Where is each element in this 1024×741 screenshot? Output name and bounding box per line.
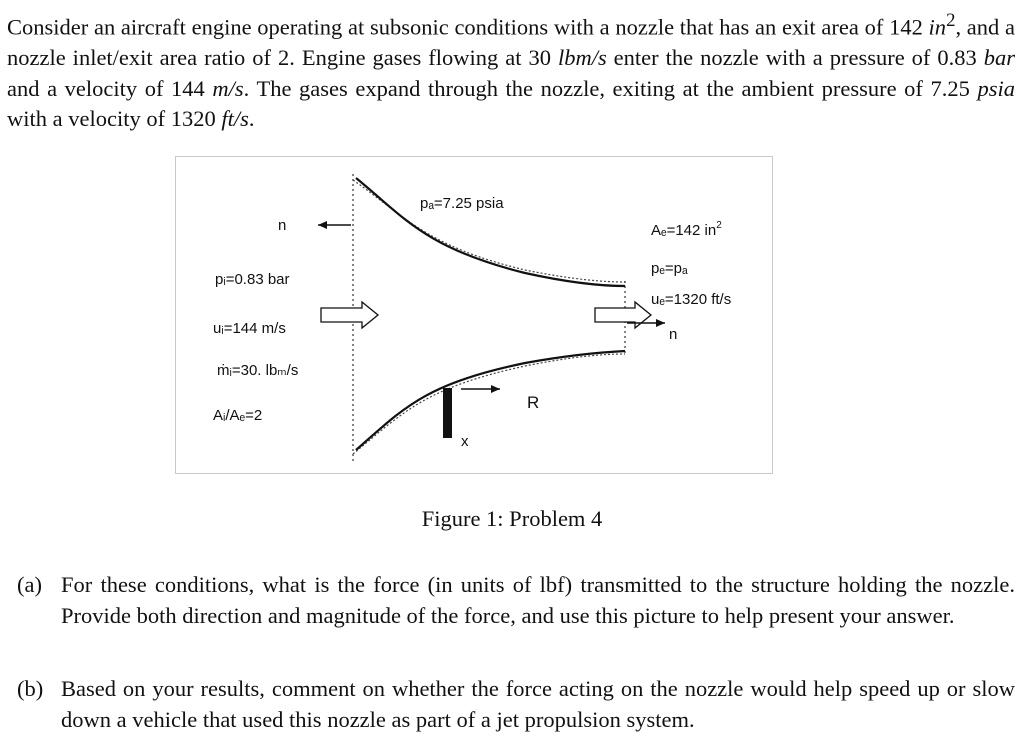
problem-statement [7,6,1015,135]
nozzle-figure [175,156,775,476]
nozzle-diagram [175,156,775,476]
ambient-pressure-label: pₐ=7.25 psia [420,195,504,212]
normal-left-label: n [278,217,287,234]
support-strut [443,388,452,438]
superscript-2: 2 [946,10,956,31]
area-ratio-label: Aᵢ/Aₑ=2 [213,407,263,424]
normal-right-label: n [669,326,678,343]
inlet-velocity-label: uᵢ=144 m/s [213,320,286,337]
x-axis-label: x [461,433,469,450]
unit-ft-per-s: ft/s [221,106,249,131]
problem-text: Consider an aircraft engine operating at subsonic conditions with a nozzle that has an exit area of 142 [7,14,929,40]
problem-text: . The gases expand through the nozzle, exiting at the ambient pressure of 7.25 [243,75,978,101]
problem-text: and a velocity of 144 [7,75,213,101]
unit-psia: psia [977,75,1015,101]
exit-velocity-label: uₑ=1320 ft/s [651,291,732,308]
exit-flow-arrow [595,302,651,328]
exit-pressure-label: pₑ=pₐ [651,260,688,277]
question-a-label: (a) [17,572,42,597]
problem-text: . [248,106,255,131]
unit-m-per-s: m/s [212,75,244,101]
question-b-label: (b) [17,676,44,701]
reaction-label: R [527,393,540,412]
unit-bar: bar [983,45,1015,70]
mass-flow-label: ṁᵢ=30. lbₘ/s [217,362,299,379]
question-b [17,674,1015,735]
exit-area-label [651,220,722,239]
unit-lbm-per-s: lbm/s [557,45,607,70]
control-volume-bottom [353,354,625,454]
exit-area-superscript: 2 [716,220,722,231]
question-a-text: For these conditions, what is the force (in units of lbf) transmitted to the structure holding the nozzle. Provide both direction and magnitude of the force, and use this picture to help present your answer. [61,572,1015,628]
question-a [17,570,1015,631]
nozzle-lower-wall [356,351,625,450]
problem-text: , and a nozzle inlet/exit area ratio of 2. Engine gases flowing at 30 [7,14,1015,70]
problem-text: with a velocity of 1320 [7,106,222,131]
inlet-flow-arrow [321,302,378,328]
unit-in: in [928,14,947,40]
problem-text: enter the nozzle with a pressure of 0.83 [606,45,984,70]
question-b-text: Based on your results, comment on whether the force acting on the nozzle would help speed up or slow down a vehicle that used this nozzle as part of a jet propulsion system. [61,676,1015,732]
exit-area-text: Aₑ=142 in [651,222,717,239]
inlet-pressure-label: pᵢ=0.83 bar [215,271,290,288]
figure-caption: Figure 1: Problem 4 [421,506,603,531]
